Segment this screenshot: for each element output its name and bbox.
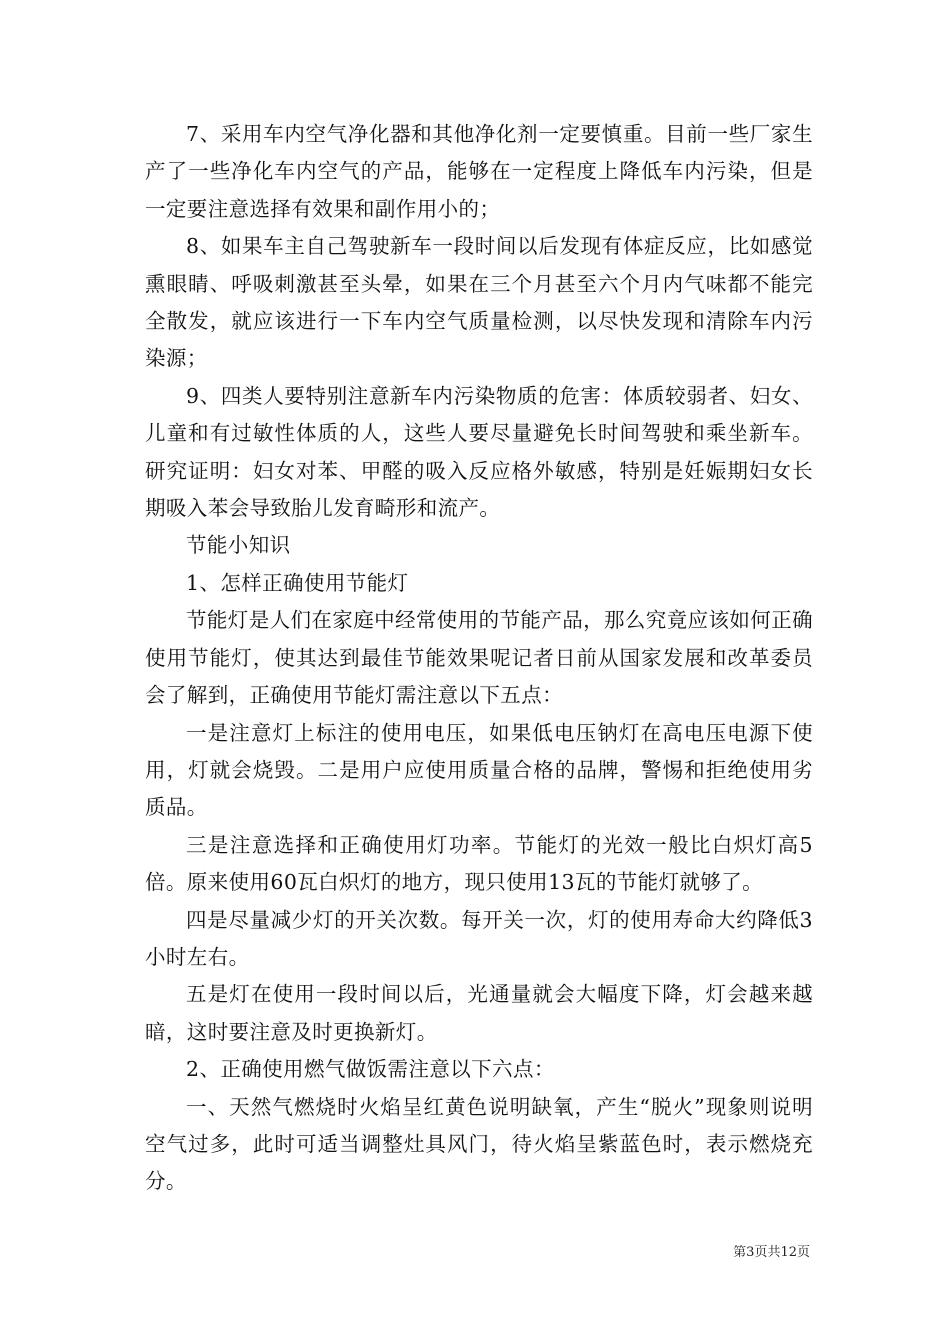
paragraph-item-9: 9、四类人要特别注意新车内污染物质的危害：体质较弱者、妇女、儿童和有过敏性体质的人，这些人要尽量避免长时间驾驶和乘坐新车。研究证明：妇女对苯、甲醛的吸入反应格外敏感，特别是妊娠期妇女长期吸入苯会导致胎儿发育畸形和流产。 [145, 383, 813, 521]
document-body [145, 116, 813, 1201]
paragraph-lamp-point-4: 四是尽量减少灯的开关次数。每开关一次，灯的使用寿命大约降低3小时左右。 [145, 907, 813, 969]
page-number-footer: 第3页共12页 [733, 1245, 810, 1260]
subheading-energy-saving-lamp: 1、怎样正确使用节能灯 [186, 570, 409, 595]
section-heading-energy-tips: 节能小知识 [186, 533, 291, 558]
paragraph-lamp-point-1-2: 一是注意灯上标注的使用电压，如果低电压钠灯在高电压电源下使用，灯就会烧毁。二是用户应使用质量合格的品牌，警惕和拒绝使用劣质品。 [145, 720, 813, 820]
paragraph-gas-point-1: 一、天然气燃烧时火焰呈红黄色说明缺氧，产生“脱火”现象则说明空气过多，此时可适当调整灶具风门，待火焰呈紫蓝色时，表示燃烧充分。 [145, 1094, 813, 1194]
subheading-gas-cooking: 2、正确使用燃气做饭需注意以下六点： [186, 1057, 555, 1082]
paragraph-lamp-point-5: 五是灯在使用一段时间以后，光通量就会大幅度下降，灯会越来越暗，这时要注意及时更换新灯。 [145, 982, 813, 1044]
paragraph-item-8: 8、如果车主自己驾驶新车一段时间以后发现有体症反应，比如感觉熏眼睛、呼吸刺激甚至头晕，如果在三个月甚至六个月内气味都不能完全散发，就应该进行一下车内空气质量检测，以尽快发现和清除车内污染源； [145, 234, 813, 371]
paragraph-item-7: 7、采用车内空气净化器和其他净化剂一定要慎重。目前一些厂家生产了一些净化车内空气的产品，能够在一定程度上降低车内污染，但是一定要注意选择有效果和副作用小的； [145, 122, 813, 221]
paragraph-lamp-point-3: 三是注意选择和正确使用灯功率。节能灯的光效一般比白炽灯高5倍。原来使用60瓦白炽灯的地方，现只使用13瓦的节能灯就够了。 [145, 832, 813, 895]
paragraph-lamp-intro: 节能灯是人们在家庭中经常使用的节能产品，那么究竟应该如何正确使用节能灯，使其达到最佳节能效果呢记者日前从国家发展和改革委员会了解到，正确使用节能灯需注意以下五点： [145, 608, 813, 708]
